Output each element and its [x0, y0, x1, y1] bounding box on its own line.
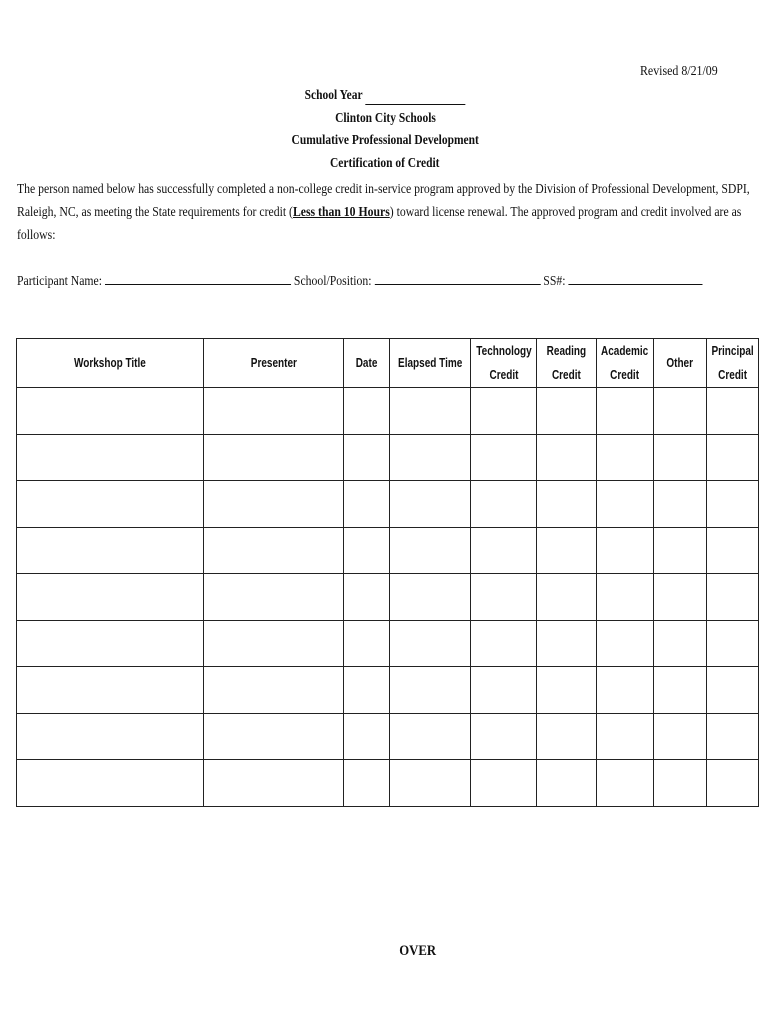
cell-technology-credit[interactable] [471, 481, 537, 528]
cell-other[interactable] [654, 434, 707, 481]
table-row [17, 434, 759, 481]
intro-paragraph [17, 178, 754, 247]
cell-workshop-title[interactable] [17, 713, 204, 760]
ss-field[interactable] [568, 270, 702, 285]
cell-presenter[interactable] [204, 388, 344, 435]
cell-workshop-title[interactable] [17, 434, 204, 481]
cell-workshop-title[interactable] [17, 620, 204, 667]
cell-elapsed-time[interactable] [390, 620, 471, 667]
cell-principal-credit[interactable] [707, 527, 759, 574]
school-year-line [0, 88, 770, 105]
header-elapsed-time: Elapsed Time [390, 339, 471, 388]
cell-reading-credit[interactable] [537, 574, 597, 621]
cell-workshop-title[interactable] [17, 574, 204, 621]
cell-technology-credit[interactable] [471, 760, 537, 807]
cell-reading-credit[interactable] [537, 760, 597, 807]
cell-technology-credit[interactable] [471, 434, 537, 481]
cell-presenter[interactable] [204, 713, 344, 760]
cell-reading-credit[interactable] [537, 388, 597, 435]
cell-technology-credit[interactable] [471, 527, 537, 574]
cell-date[interactable] [344, 388, 390, 435]
cell-date[interactable] [344, 481, 390, 528]
cell-workshop-title[interactable] [17, 481, 204, 528]
cell-date[interactable] [344, 667, 390, 714]
cell-academic-credit[interactable] [597, 527, 654, 574]
cell-elapsed-time[interactable] [390, 667, 471, 714]
cell-date[interactable] [344, 620, 390, 667]
intro-emphasis: Less than 10 Hours [292, 205, 390, 220]
intro-text-before: The person named below has successfully completed a non-college credit in-service program approved by the Division of Professional Development, SDPI, Raleigh, NC, as meeting the State requirements for credit ( [17, 182, 750, 220]
cell-date[interactable] [344, 434, 390, 481]
cell-principal-credit[interactable] [707, 434, 759, 481]
cell-presenter[interactable] [204, 760, 344, 807]
cell-technology-credit[interactable] [471, 713, 537, 760]
header-reading-credit: Reading Credit [537, 339, 597, 388]
cell-date[interactable] [344, 713, 390, 760]
cell-reading-credit[interactable] [537, 527, 597, 574]
cell-academic-credit[interactable] [597, 434, 654, 481]
cell-date[interactable] [344, 527, 390, 574]
workshop-credit-table [16, 338, 759, 807]
cell-date[interactable] [344, 574, 390, 621]
document-subtitle: Certification of Credit [330, 156, 440, 171]
cell-elapsed-time[interactable] [390, 481, 471, 528]
cell-academic-credit[interactable] [597, 620, 654, 667]
header-workshop-title: Workshop Title [17, 339, 204, 388]
cell-other[interactable] [654, 620, 707, 667]
table-row [17, 574, 759, 621]
header-presenter: Presenter [204, 339, 344, 388]
school-year-label: School Year [304, 88, 363, 103]
cell-elapsed-time[interactable] [390, 527, 471, 574]
table-row [17, 388, 759, 435]
table-row [17, 620, 759, 667]
cell-other[interactable] [654, 481, 707, 528]
cell-reading-credit[interactable] [537, 667, 597, 714]
table-row [17, 481, 759, 528]
cell-reading-credit[interactable] [537, 481, 597, 528]
cell-workshop-title[interactable] [17, 667, 204, 714]
intro-text-after: ) toward license renewal. The approved program and credit involved are as follows: [17, 205, 742, 243]
cell-elapsed-time[interactable] [390, 574, 471, 621]
header-other: Other [654, 339, 707, 388]
school-position-field[interactable] [374, 270, 540, 285]
cell-technology-credit[interactable] [471, 574, 537, 621]
cell-technology-credit[interactable] [471, 620, 537, 667]
cell-presenter[interactable] [204, 667, 344, 714]
header-academic-credit: Academic Credit [597, 339, 654, 388]
cell-academic-credit[interactable] [597, 667, 654, 714]
cell-presenter[interactable] [204, 481, 344, 528]
header-date: Date [344, 339, 390, 388]
table-row [17, 760, 759, 807]
cell-elapsed-time[interactable] [390, 388, 471, 435]
table-header-row [17, 339, 759, 388]
cell-principal-credit[interactable] [707, 667, 759, 714]
participant-info-line [17, 270, 702, 290]
table-body [17, 388, 759, 807]
table-row [17, 713, 759, 760]
cell-principal-credit[interactable] [707, 574, 759, 621]
table-row [17, 527, 759, 574]
cell-date[interactable] [344, 760, 390, 807]
cell-workshop-title[interactable] [17, 388, 204, 435]
cell-technology-credit[interactable] [471, 667, 537, 714]
ss-label: SS#: [543, 274, 566, 289]
participant-name-field[interactable] [105, 270, 291, 285]
revision-date: Revised 8/21/09 [640, 64, 718, 79]
cell-academic-credit[interactable] [597, 388, 654, 435]
cell-academic-credit[interactable] [597, 574, 654, 621]
cell-technology-credit[interactable] [471, 388, 537, 435]
cell-workshop-title[interactable] [17, 760, 204, 807]
cell-other[interactable] [654, 760, 707, 807]
cell-principal-credit[interactable] [707, 713, 759, 760]
school-year-field[interactable] [365, 88, 465, 105]
cell-other[interactable] [654, 713, 707, 760]
cell-other[interactable] [654, 574, 707, 621]
school-position-label: School/Position: [293, 274, 372, 289]
over-note: OVER [399, 943, 436, 959]
cell-principal-credit[interactable] [707, 620, 759, 667]
cell-elapsed-time[interactable] [390, 760, 471, 807]
cell-presenter[interactable] [204, 527, 344, 574]
cell-academic-credit[interactable] [597, 760, 654, 807]
cell-principal-credit[interactable] [707, 388, 759, 435]
document-title: Cumulative Professional Development [291, 133, 479, 148]
cell-other[interactable] [654, 527, 707, 574]
district-name: Clinton City Schools [334, 111, 436, 126]
table-row [17, 667, 759, 714]
cell-academic-credit[interactable] [597, 481, 654, 528]
cell-reading-credit[interactable] [537, 620, 597, 667]
cell-elapsed-time[interactable] [390, 713, 471, 760]
cell-reading-credit[interactable] [537, 713, 597, 760]
cell-principal-credit[interactable] [707, 481, 759, 528]
cell-presenter[interactable] [204, 434, 344, 481]
cell-presenter[interactable] [204, 574, 344, 621]
participant-name-label: Participant Name: [17, 274, 103, 289]
cell-reading-credit[interactable] [537, 434, 597, 481]
cell-other[interactable] [654, 388, 707, 435]
cell-other[interactable] [654, 667, 707, 714]
cell-elapsed-time[interactable] [390, 434, 471, 481]
cell-academic-credit[interactable] [597, 713, 654, 760]
cell-workshop-title[interactable] [17, 527, 204, 574]
header-principal-credit: Principal Credit [707, 339, 759, 388]
cell-principal-credit[interactable] [707, 760, 759, 807]
cell-presenter[interactable] [204, 620, 344, 667]
header-technology-credit: Technology Credit [471, 339, 537, 388]
